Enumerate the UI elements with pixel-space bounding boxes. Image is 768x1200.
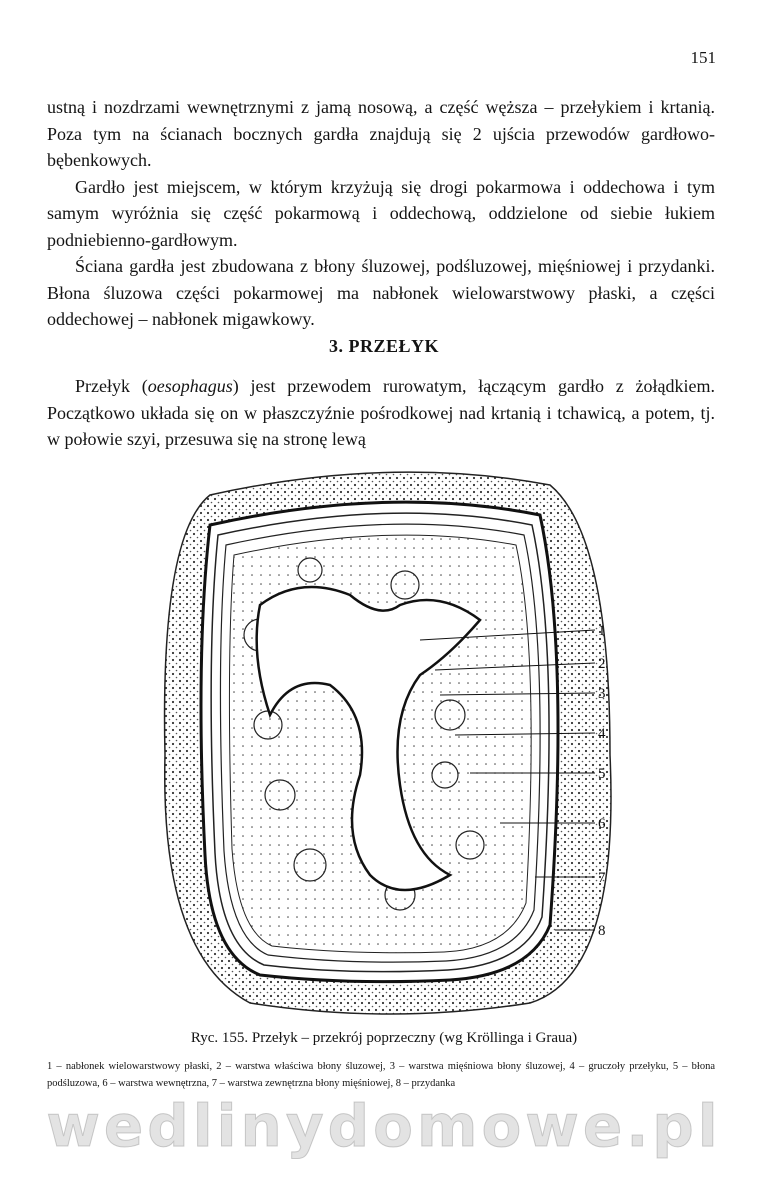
section-heading: 3. PRZEŁYK bbox=[328, 336, 439, 356]
body-text bbox=[47, 94, 715, 333]
figure-label: 3 bbox=[598, 686, 606, 702]
page-number: 151 bbox=[690, 48, 716, 67]
paragraph: Przełyk (oesophagus) jest przewodem rurowatym, łączącym gardło z żołądkiem. Początkowo układa się on w płaszczyźnie pośrodkowej nad krtanią i tchawicą, a potem, tj. w połowie szyi, przesuwa się na stronę lewą bbox=[47, 376, 716, 449]
paragraph: Ściana gardła jest zbudowana z błony śluzowej, podśluzowej, mięśniowej i przydanki. Błona śluzowa części pokarmowej ma nabłonek wielowarstwowy płaski, a części oddechowej – nabłonek migawkowy. bbox=[47, 256, 715, 329]
esophagus-cross-section-figure bbox=[150, 455, 630, 1020]
figure-label: 7 bbox=[598, 870, 606, 886]
esophagus-illustration bbox=[150, 455, 630, 1020]
intro-term: Przełyk bbox=[75, 376, 130, 396]
section-text bbox=[47, 373, 715, 453]
figure-label: 4 bbox=[598, 726, 606, 742]
watermark: wedlinydomowe.pl bbox=[46, 1092, 722, 1160]
latin-term: oesophagus bbox=[147, 376, 233, 396]
figure-label: 8 bbox=[598, 923, 606, 939]
figure-label: 5 bbox=[598, 766, 606, 782]
figure-label: 2 bbox=[598, 656, 606, 672]
figure-label: 6 bbox=[598, 816, 606, 832]
figure-legend: 1 – nabłonek wielowarstwowy płaski, 2 – warstwa właściwa błony śluzowej, 3 – warstwa mięśniowa błony śluzowej, 4 – gruczoły przełyku, 5 – błona podśluzowa, 6 – warstwa wewnętrzna, 7 – warstwa zewnętrzna błony mięśniowej, 8 – przydanka bbox=[47, 1061, 715, 1089]
figure-caption: Ryc. 155. Przełyk – przekrój poprzeczny (wg Kröllinga i Graua) bbox=[190, 1030, 578, 1046]
paragraph: Gardło jest miejscem, w którym krzyżują się drogi pokarmowa i oddechowa i tym samym wyróżnia się część pokarmową i oddechową, oddzielone od siebie łukiem podniebienno-gardłowym. bbox=[47, 176, 715, 250]
figure-label: 1 bbox=[598, 623, 606, 639]
paragraph: ustną i nozdrzami wewnętrznymi z jamą nosową, a część węższa – przełykiem i krtanią. Poza tym na ścianach bocznych gardła znajdują się 2 ujścia przewodów gardłowo-bębenkowych. bbox=[47, 97, 715, 170]
